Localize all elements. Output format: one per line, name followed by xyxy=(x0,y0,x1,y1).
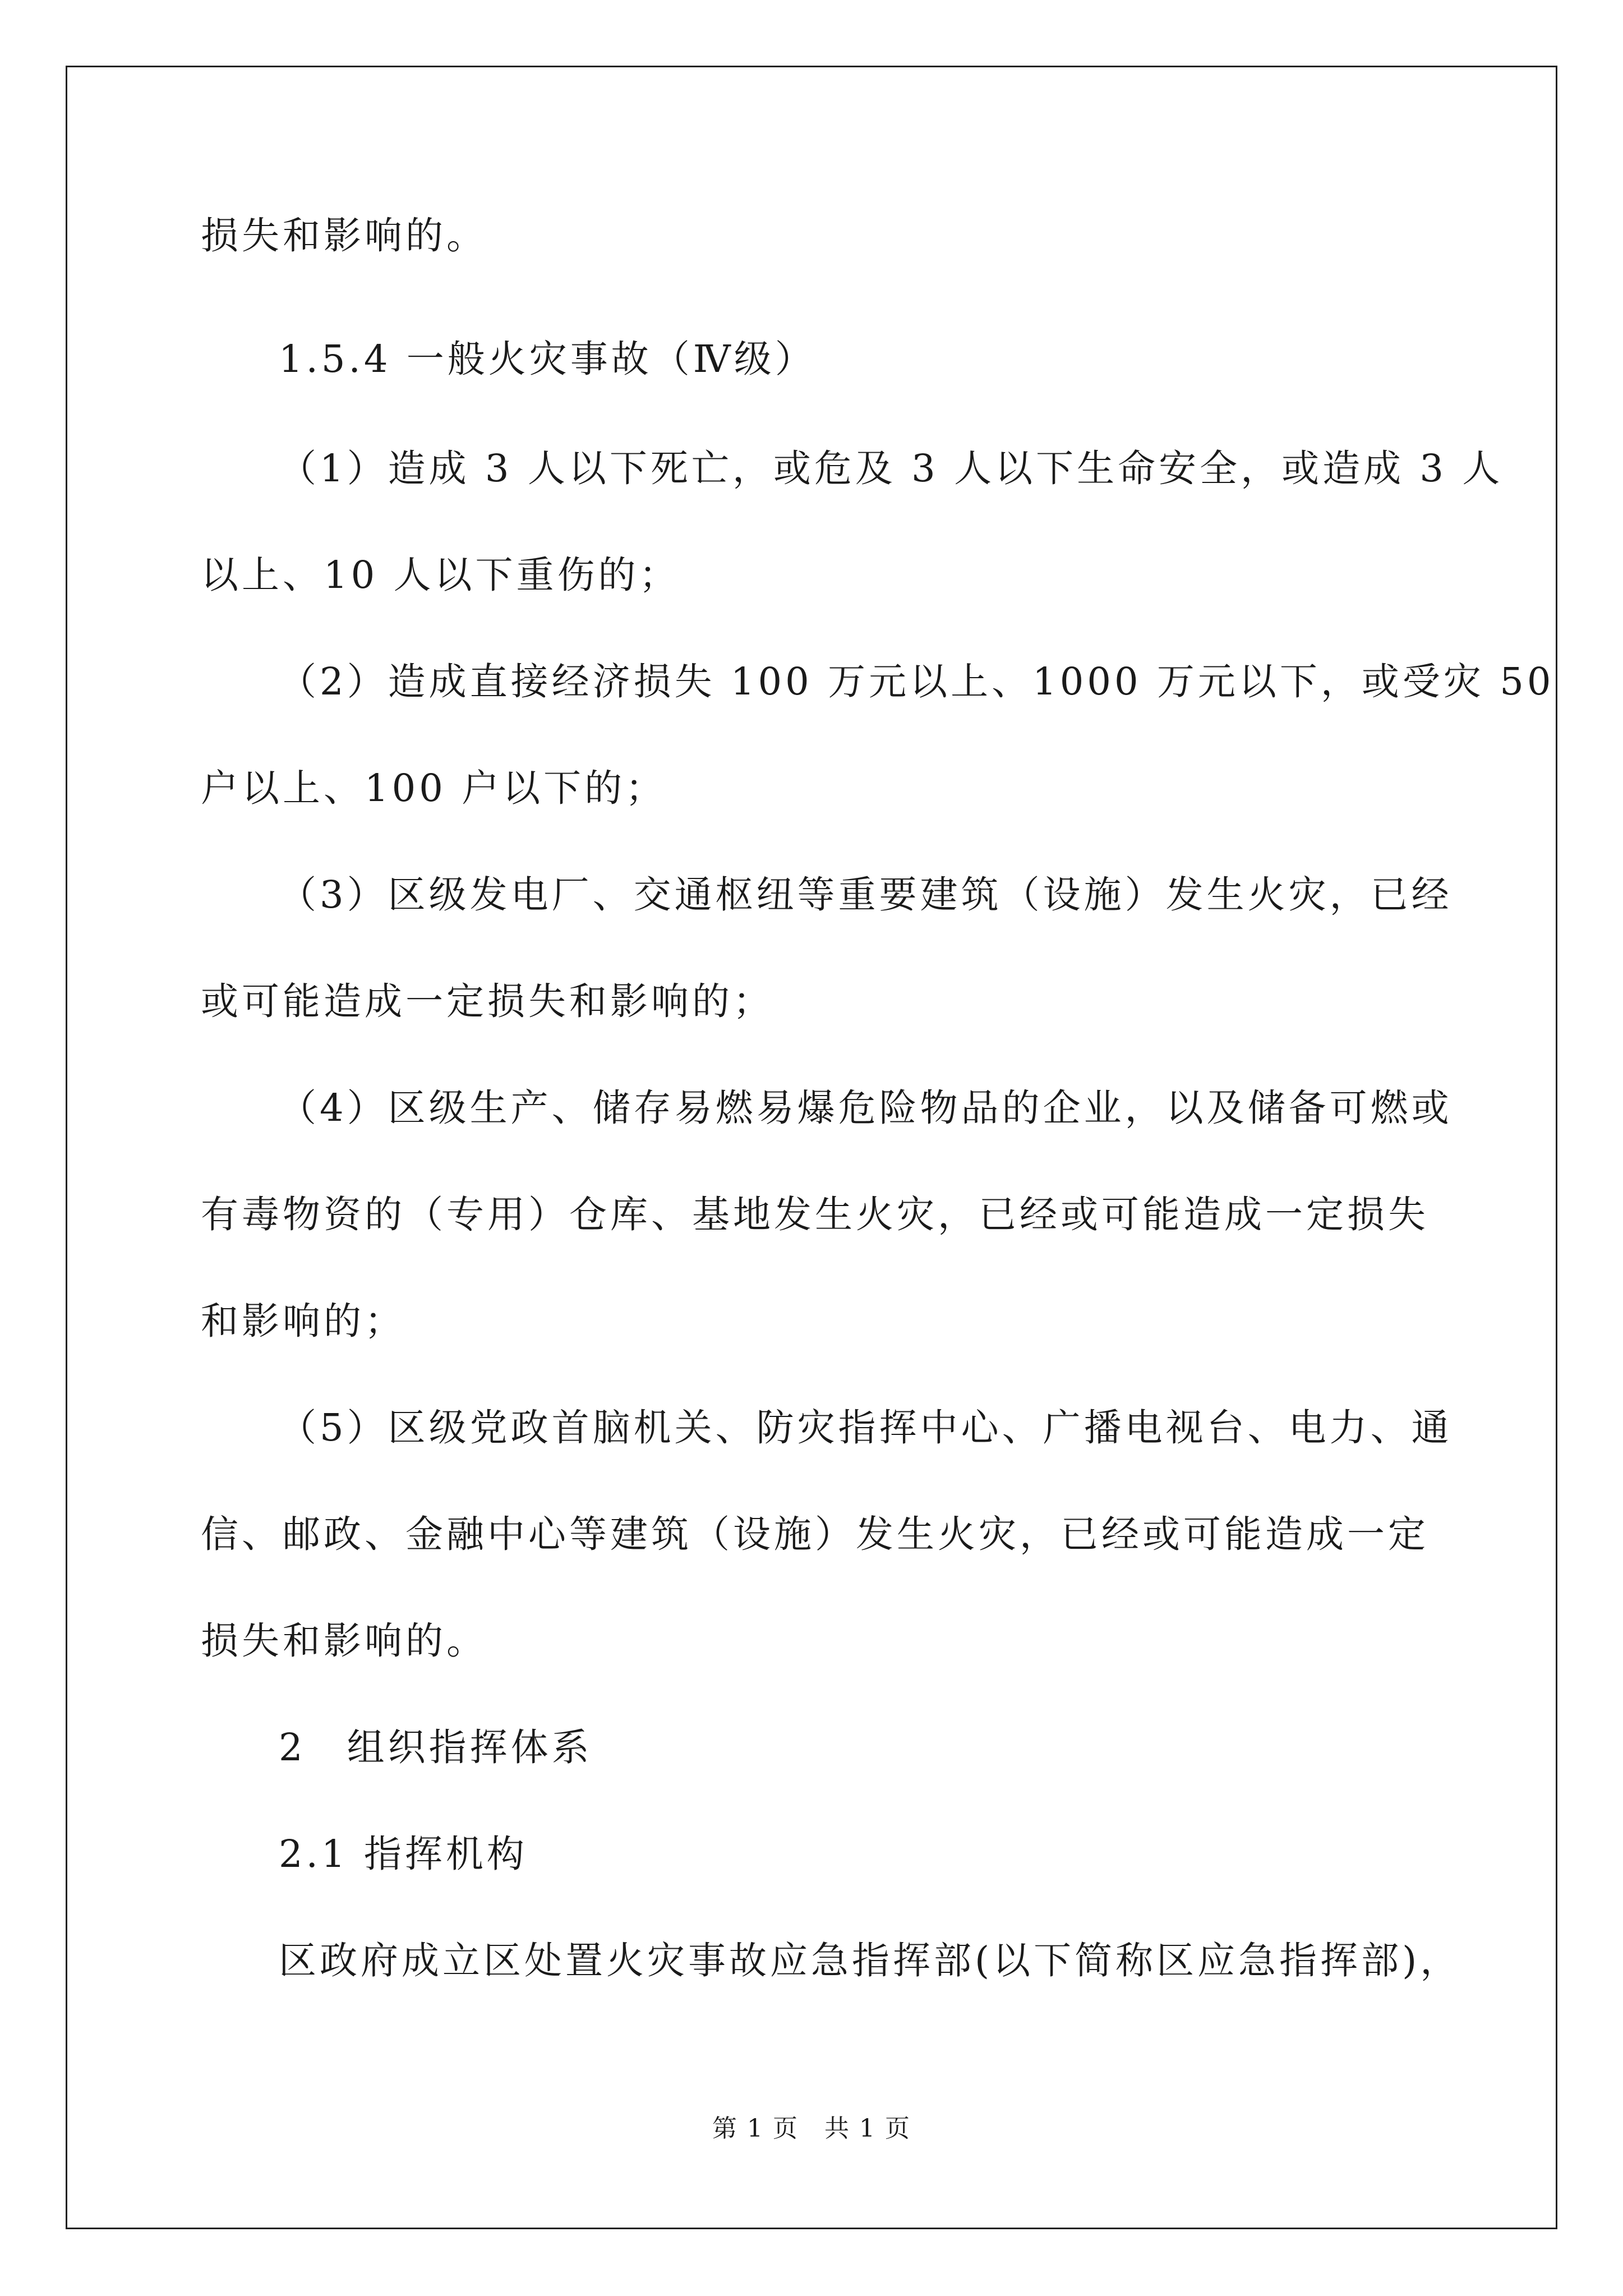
text-line: 损失和影响的。 xyxy=(201,214,487,257)
page-indicator: 第 1 页 共 1 页 xyxy=(712,2114,911,2143)
text-line: 损失和影响的。 xyxy=(201,1619,487,1663)
text-line: （5）区级党政首脑机关、防灾指挥中心、广播电视台、电力、通 xyxy=(279,1406,1453,1450)
text-line: 信、邮政、金融中心等建筑（设施）发生火灾，已经或可能造成一定 xyxy=(201,1512,1429,1556)
text-line: （3）区级发电厂、交通枢纽等重要建筑（设施）发生火灾，已经 xyxy=(279,873,1453,917)
text-line: 或可能造成一定损失和影响的； xyxy=(201,979,774,1023)
text-line: （2）造成直接经济损失 100 万元以上、1000 万元以下，或受灾 50 xyxy=(279,660,1555,703)
section-heading: 2.1 指挥机构 xyxy=(279,1832,528,1876)
text-line: 户以上、100 户以下的； xyxy=(201,766,667,810)
section-heading: 2 组织指挥体系 xyxy=(279,1726,593,1769)
text-line: 有毒物资的（专用）仓库、基地发生火灾，已经或可能造成一定损失 xyxy=(201,1193,1429,1236)
section-heading: 1.5.4 一般火灾事故（Ⅳ级） xyxy=(279,337,816,381)
text-line: 和影响的； xyxy=(201,1299,405,1343)
text-line: （4）区级生产、储存易燃易爆危险物品的企业，以及储备可燃或 xyxy=(279,1086,1453,1130)
text-line: （1）造成 3 人以下死亡，或危及 3 人以下生命安全，或造成 3 人 xyxy=(279,447,1504,490)
page-border xyxy=(66,66,1557,2229)
text-line: 以上、10 人以下重伤的； xyxy=(201,553,680,597)
text-line: 区政府成立区处置火灾事故应急指挥部(以下简称区应急指挥部)， xyxy=(279,1939,1461,1982)
